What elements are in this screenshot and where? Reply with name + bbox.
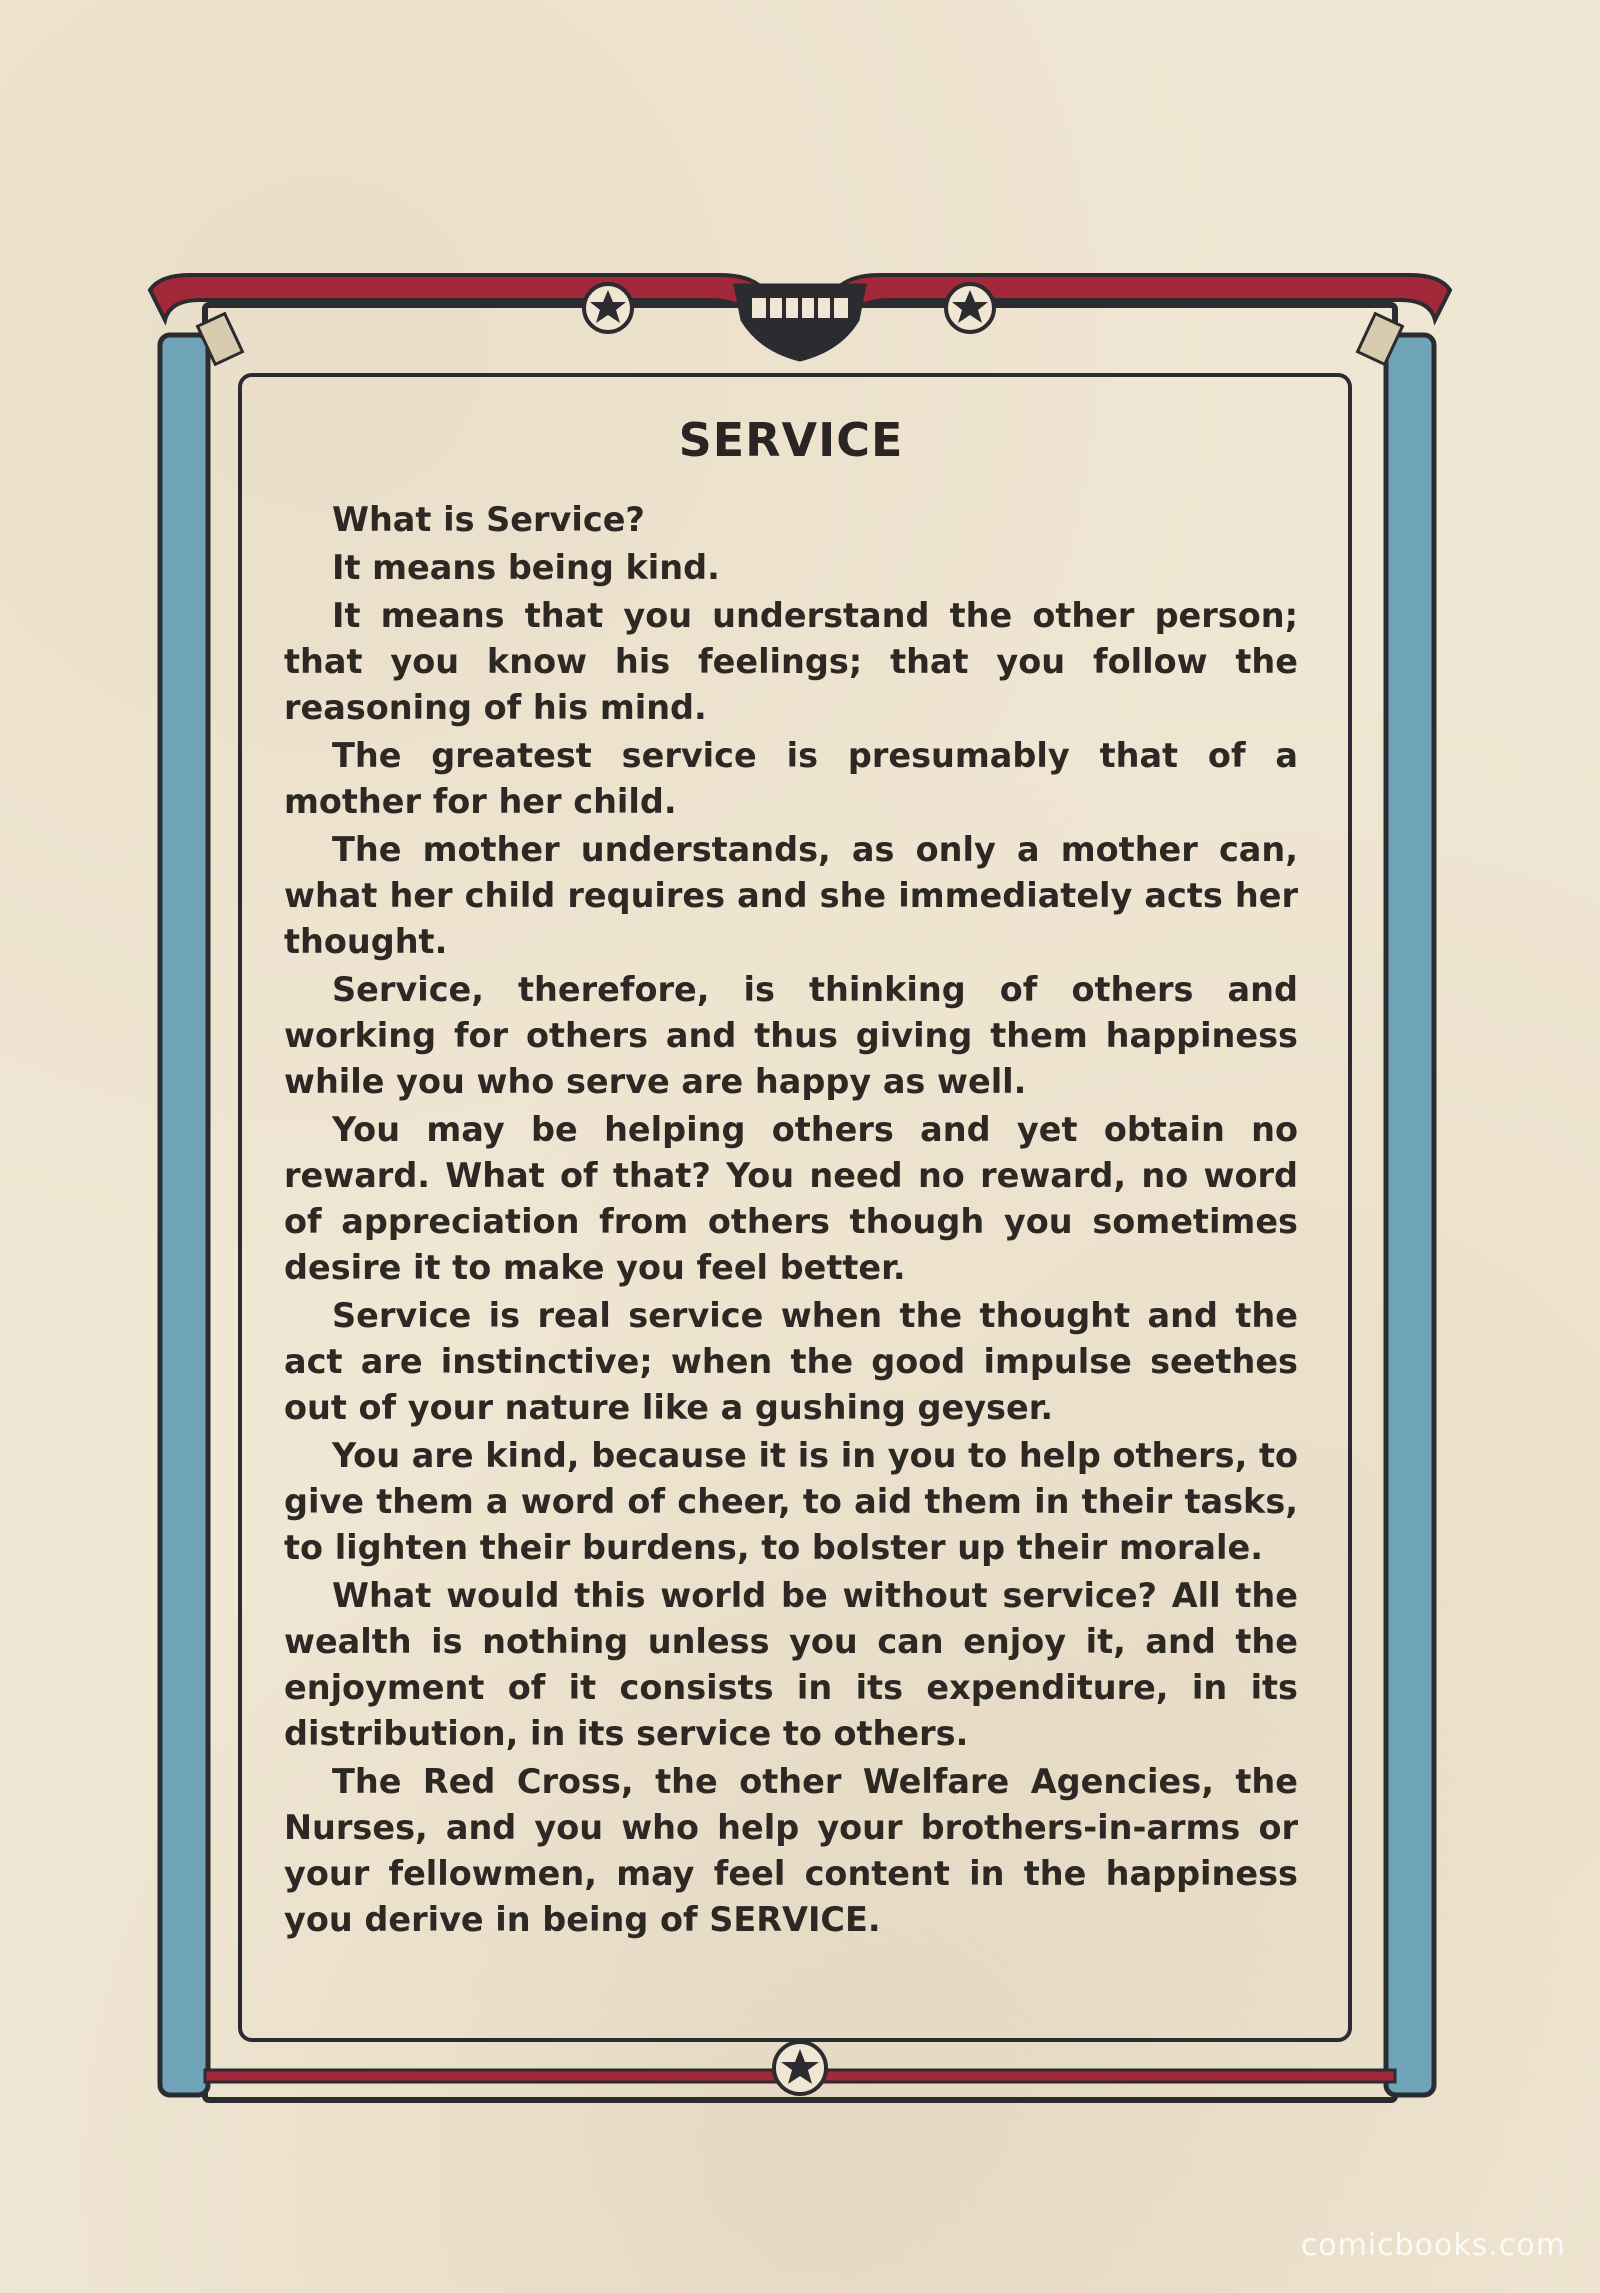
paragraph: Service, therefore, is thinking of others and working for others and thus giving them happiness while you who serve are happy as well. [284, 970, 1298, 1101]
star-emblem-icon [774, 2042, 826, 2094]
paragraph: It means that you understand the other person; that you know his feelings; that you follow the reasoning of his mind. [284, 596, 1298, 727]
paragraph: You are kind, because it is in you to help others, to give them a word of cheer, to aid them in their tasks, to lighten their burdens, to bolster up their morale. [284, 1436, 1299, 1567]
paragraph: You may be helping others and yet obtain no reward. What of that? You need no reward, no word of appreciation from others though you sometimes desire it to make you feel better. [284, 1110, 1298, 1287]
paragraph: What is Service? [332, 500, 645, 539]
red-drape-right [830, 275, 1450, 320]
paragraph: What would this world be without service? All the wealth is nothing unless you can enjoy it, and the enjoyment of it consists in its expenditure, in its distribution, in its service to others. [284, 1576, 1298, 1753]
paragraph: The Red Cross, the other Welfare Agencies, the Nurses, and you who help your brothers-in-arms or your fellowmen, may feel content in the happiness you derive in being of SERVICE. [284, 1762, 1298, 1939]
red-drape-left [150, 275, 770, 320]
left-blue-column [160, 335, 208, 2095]
star-emblem-icon [946, 284, 994, 332]
text-panel [240, 375, 1340, 2035]
paragraph: The greatest service is presumably that of a mother for her child. [284, 736, 1298, 821]
watermark: comicbooks.com [1300, 2228, 1566, 2263]
paragraph: It means being kind. [332, 548, 720, 587]
paragraph: The mother understands, as only a mother can, what her child requires and she immediately acts her thought. [284, 830, 1298, 961]
paragraph: Service is real service when the thought and the act are instinctive; when the good impulse seethes out of your nature like a gushing geyser. [284, 1296, 1298, 1427]
page-title: SERVICE [678, 413, 904, 467]
star-emblem-icon [584, 284, 632, 332]
right-blue-column [1386, 335, 1434, 2095]
shield-emblem-icon [735, 285, 865, 360]
